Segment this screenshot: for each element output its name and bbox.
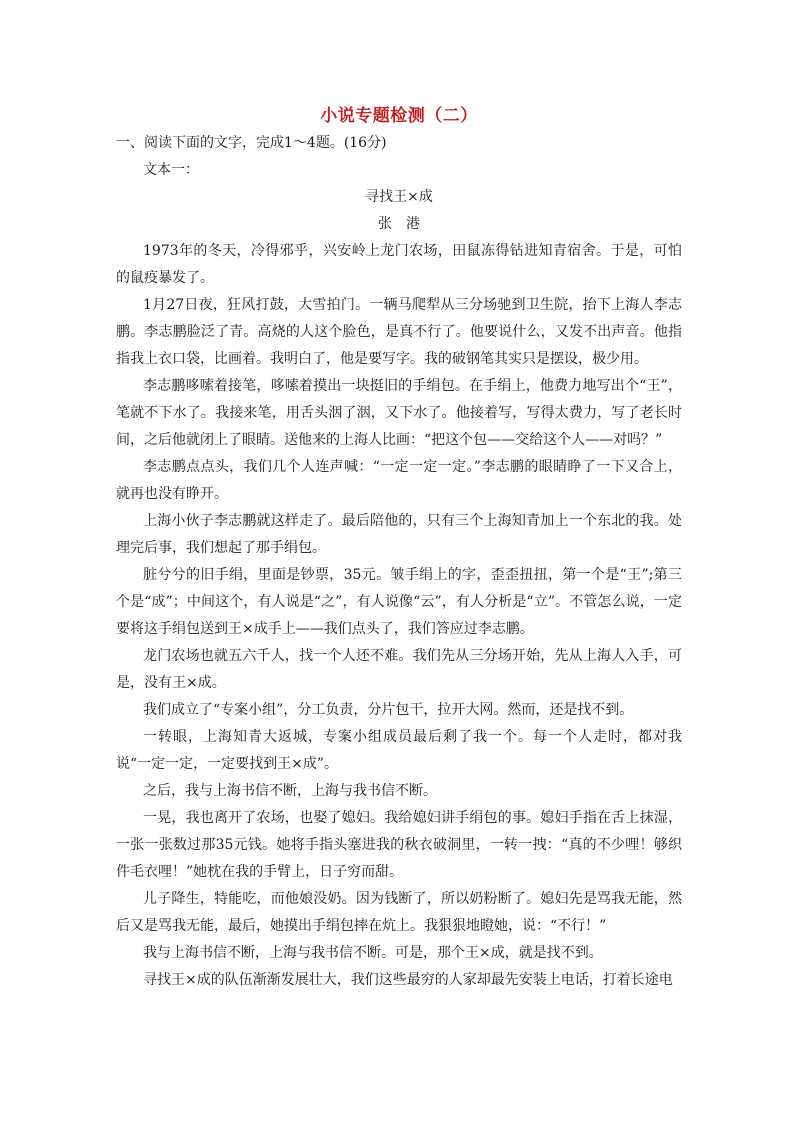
paragraph-12: 儿子降生，特能吃，而他娘没奶。因为钱断了，所以奶粉断了。媳妇先是骂我无能，然后又是骂我无能，最后，她摸出手绢包摔在炕上。我狠狠地瞪她，说：“不行！”: [116, 891, 682, 934]
story-title: 寻找王×成: [365, 189, 433, 205]
story-author-row: [116, 211, 682, 238]
text-label: 文本一：: [143, 162, 199, 178]
paragraph-8: 我们成立了“专案小组”，分工负责，分片包干，拉开大网。然而，还是找不到。: [143, 702, 634, 718]
paragraph-1: 1973年的冬天，冷得邪乎，兴安岭上龙门农场，田鼠冻得钻进知青宿舍。于是，可怕的鼠疫暴发了。: [116, 243, 682, 286]
paragraph-9: 一转眼，上海知青大返城，专案小组成员最后剩了我一个。每一个人走时，都对我说“一定一定，一定要找到王×成”。: [116, 729, 682, 772]
paragraph-10: 之后，我与上海书信不断，上海与我书信不断。: [143, 783, 437, 799]
paragraph-2: 1月27日夜，狂风打鼓，大雪拍门。一辆马爬犁从三分场驰到卫生院，抬下上海人李志鹏。李志鹏脸泛了青。高烧的人这个脸色，是真不行了。他要说什么，又发不出声音。他指指我上衣口袋，比画着。我明白了，他是要写字。我的破钢笔其实只是摆设，极少用。: [116, 297, 682, 367]
paragraph-6: 脏兮兮的旧手绢，里面是钞票，35元。皱手绢上的字，歪歪扭扭，第一个是“王”;第三个是“成”；中间这个，有人说是“之”，有人说像“云”，有人分析是“立”。不管怎么说，一定要将这手绢包送到王×成手上——我们点头了，我们答应过李志鹏。: [116, 567, 682, 637]
story-body: [116, 238, 682, 994]
paragraph-11: 一晃，我也离开了农场，也娶了媳妇。我给媳妇讲手绢包的事。媳妇手指在舌上抹湿，一张一张数过那35元钱。她将手指头塞进我的秋衣破洞里，一转一拽：“真的不少哩！够织件毛衣哩！”她枕在我的手臂上，日子穷而甜。: [116, 810, 682, 880]
question-instruction: 一、阅读下面的文字，完成1～4题。(16分): [116, 135, 387, 151]
paragraph-5: 上海小伙子李志鹏就这样走了。最后陪他的，只有三个上海知青加上一个东北的我。处理完后事，我们想起了那手绢包。: [116, 513, 682, 556]
paragraph-7: 龙门农场也就五六千人，找一个人还不难。我们先从三分场开始，先从上海人入手，可是，没有王×成。: [116, 648, 682, 691]
document-title: 小说专题检测（二）: [320, 106, 478, 126]
paragraph-3: 李志鹏哆嗦着接笔，哆嗦着摸出一块挺旧的手绢包。在手绢上，他费力地写出个“王”，笔就不下水了。我接来笔，用舌头洇了洇，又下水了。他接着写，写得太费力，写了老长时间，之后他就闭上了眼睛。送他来的上海人比画：“把这个包——交给这个人——对吗？”: [116, 378, 682, 448]
paragraph-14: 寻找王×成的队伍渐渐发展壮大，我们这些最穷的人家却最先安装上电话，打着长途电: [143, 972, 673, 988]
story-author: 张港: [378, 216, 434, 232]
paragraph-13: 我与上海书信不断，上海与我书信不断。可是，那个王×成，就是找不到。: [143, 945, 603, 961]
paragraph-4: 李志鹏点点头，我们几个人连声喊：“一定一定一定。”李志鹏的眼睛睁了一下又合上，就再也没有睁开。: [116, 459, 682, 502]
